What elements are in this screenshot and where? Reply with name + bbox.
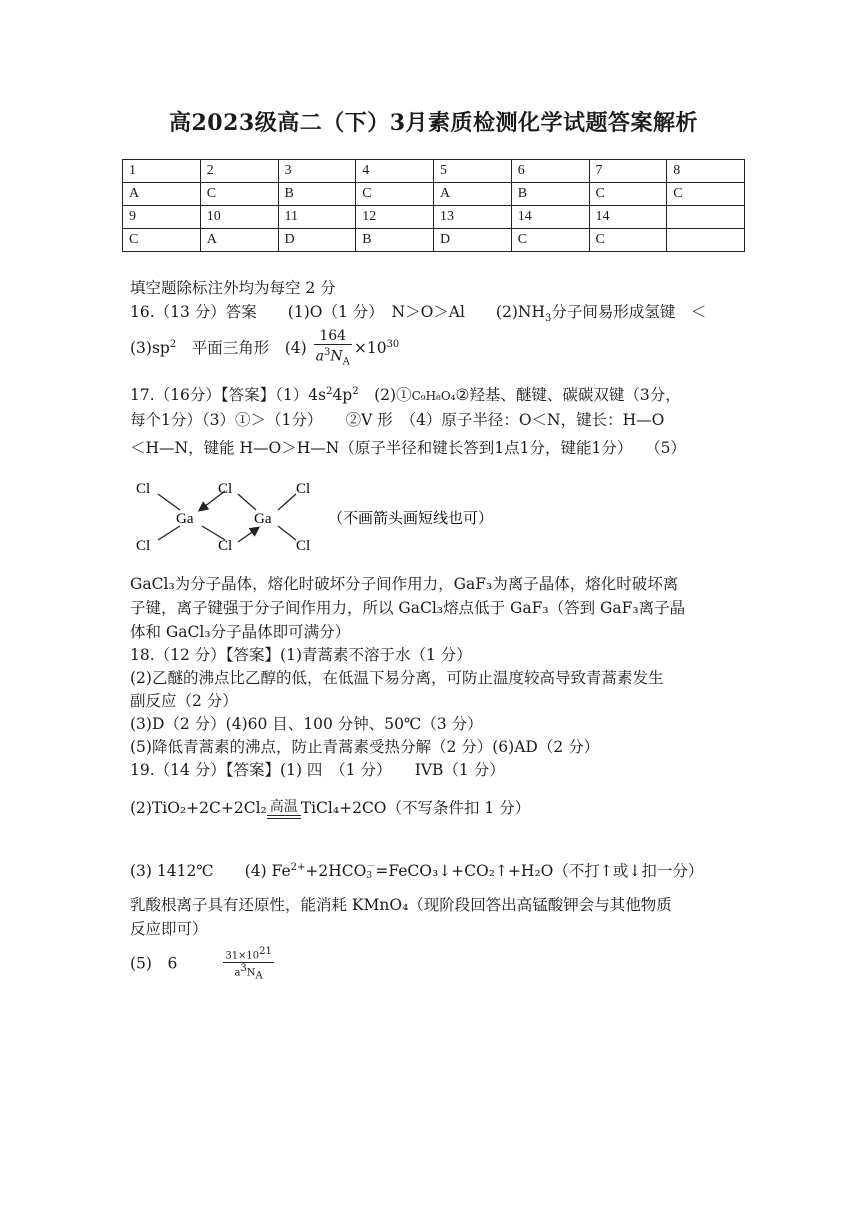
q18-line-4: (3)D（2 分）(4)60 目、100 分钟、50℃（3 分） (130, 715, 483, 733)
q18-line-3: 副反应（2 分） (130, 692, 238, 710)
q19-equation: (2)TiO₂+2C+2Cl₂ 高温 TiCl₄+2CO（不写条件扣 1 分） (130, 798, 531, 817)
answer-table-cell: 12 (356, 206, 434, 229)
cl-atom-label: Cl (136, 481, 151, 497)
ga-atom-label: Ga (254, 511, 272, 527)
answer-table-cell: 10 (200, 206, 278, 229)
answer-table-cell: C (123, 229, 201, 252)
q17-line-4: GaCl₃为分子晶体，熔化时破坏分子间作用力，GaF₃为离子晶体，熔化时破坏离 (130, 575, 679, 593)
answer-table (122, 159, 745, 252)
q19-line-1: 19.（14 分）【答案】(1) 四 （1 分） IVB（1 分） (130, 761, 505, 779)
answer-table-cell: C (589, 183, 667, 206)
q19-line-4: 乳酸根离子具有还原性，能消耗 KMnO₄（现阶段回答出高锰酸钾会与其他物质 (130, 896, 672, 914)
q16-line-2: $(3)sp^2$ 平面三角形 (4) $\frac{164}{a^3N_A}$ $\times 10^{30}$ (130, 328, 399, 370)
answer-table-cell: 2 (200, 160, 278, 183)
answer-table-cell: 6 (511, 160, 589, 183)
answer-table-cell: C (667, 183, 745, 206)
answer-table-row (123, 229, 745, 252)
q19-density-fraction: $\frac{31\times 10^{21}}{a^3N_A}$ (225, 946, 272, 982)
answer-table-cell: 13 (434, 206, 512, 229)
answer-table-row (123, 183, 745, 206)
answer-table-cell: B (356, 229, 434, 252)
q19-line-3: (3) 1412℃ (4) $Fe^{2+}+2HCO$ － 3 =FeCO₃↓+CO₂↑+H₂O（不打↑或↓扣一分） (130, 862, 704, 882)
q17-line-3: ＜H—N，键能 H—O＞H—N（原子半径和键长答到1点1分，键能1分） （5） (130, 439, 686, 457)
cl-atom-label: Cl (136, 538, 151, 554)
cl-atom-label: Cl (218, 481, 233, 497)
molecular-formula: C₉H₈O₄ (411, 389, 456, 404)
answer-table-cell: D (278, 229, 356, 252)
scoring-note: 填空题除标注外均为每空 2 分 (130, 279, 336, 297)
diagram-caption: （不画箭头画短线也可） (328, 509, 494, 527)
answer-table-cell: A (200, 229, 278, 252)
answer-table-cell: A (123, 183, 201, 206)
answer-table-cell: 1 (123, 160, 201, 183)
q17-line-2: 每个1分）（3）①＞（1分） ②V 形 （4）原子半径：O＜N，键长：H—O (130, 411, 665, 429)
q18-line-1: 18.（12 分）【答案】(1)青蒿素不溶于水（1 分） (130, 646, 472, 664)
q18-line-5: (5)降低青蒿素的沸点，防止青蒿素受热分解（2 分）(6)AD（2 分） (130, 738, 600, 756)
answer-table-row (123, 160, 745, 183)
cl-atom-label: Cl (296, 538, 311, 554)
answer-table-cell: 9 (123, 206, 201, 229)
answer-table-cell: 8 (667, 160, 745, 183)
q19-line-6: (5) 6 $\frac{31\times 10^{21}}{a^3N_A}$ (130, 946, 272, 982)
q17-line-1: 17.（16分）【答案】$(1)4s^24p^2$ (2)①C₉H₈O₄②羟基、醚键、碳碳双键（3分， (130, 386, 681, 405)
answer-table-cell: 11 (278, 206, 356, 229)
answer-table-cell: C (200, 183, 278, 206)
answer-table-cell (667, 229, 745, 252)
answer-table-row (123, 206, 745, 229)
answer-table-cell: D (434, 229, 512, 252)
answer-table-cell: 3 (278, 160, 356, 183)
answer-table-cell: B (511, 183, 589, 206)
page-title: 高2023级高二（下）3月素质检测化学试题答案解析 (168, 110, 699, 136)
answer-table-cell: C (511, 229, 589, 252)
answer-table-cell (667, 206, 745, 229)
ga-atom-label: Ga (176, 511, 194, 527)
q17-line-6: 体和 GaCl₃分子晶体即可满分） (130, 623, 351, 641)
answer-table-cell: 5 (434, 160, 512, 183)
q17-line-5: 子键，离子键强于分子间作用力，所以 GaCl₃熔点低于 GaF₃（答到 GaF₃离子晶 (130, 599, 686, 617)
cl-atom-label: Cl (296, 481, 311, 497)
answer-table-cell: C (589, 229, 667, 252)
answer-table-cell: 14 (589, 206, 667, 229)
answer-table-cell: A (434, 183, 512, 206)
q16-text-1: 16.（13 分）答案 (1)O（1 分） N＞O＞Al (2)NH (130, 303, 545, 321)
q18-line-2: (2)乙醚的沸点比乙醇的低，在低温下易分离，可防止温度较高导致青蒿素发生 (130, 669, 664, 687)
answer-table-cell: 14 (511, 206, 589, 229)
q16-density-fraction: $\frac{164}{a^3N_A}$ (315, 328, 350, 368)
answer-table-cell: B (278, 183, 356, 206)
answer-table-cell: 7 (589, 160, 667, 183)
q16-line-1: 16.（13 分）答案 (1)O（1 分） N＞O＞Al $(2)NH_3$分子间易形成氢键 ＜ (130, 303, 707, 325)
cl-atom-label: Cl (218, 538, 233, 554)
ga2cl6-structure-diagram (130, 474, 550, 564)
q19-line-5: 反应即可） (130, 920, 208, 938)
answer-table-cell: C (356, 183, 434, 206)
answer-table-cell: 4 (356, 160, 434, 183)
reaction-condition: 高温 (267, 800, 301, 819)
